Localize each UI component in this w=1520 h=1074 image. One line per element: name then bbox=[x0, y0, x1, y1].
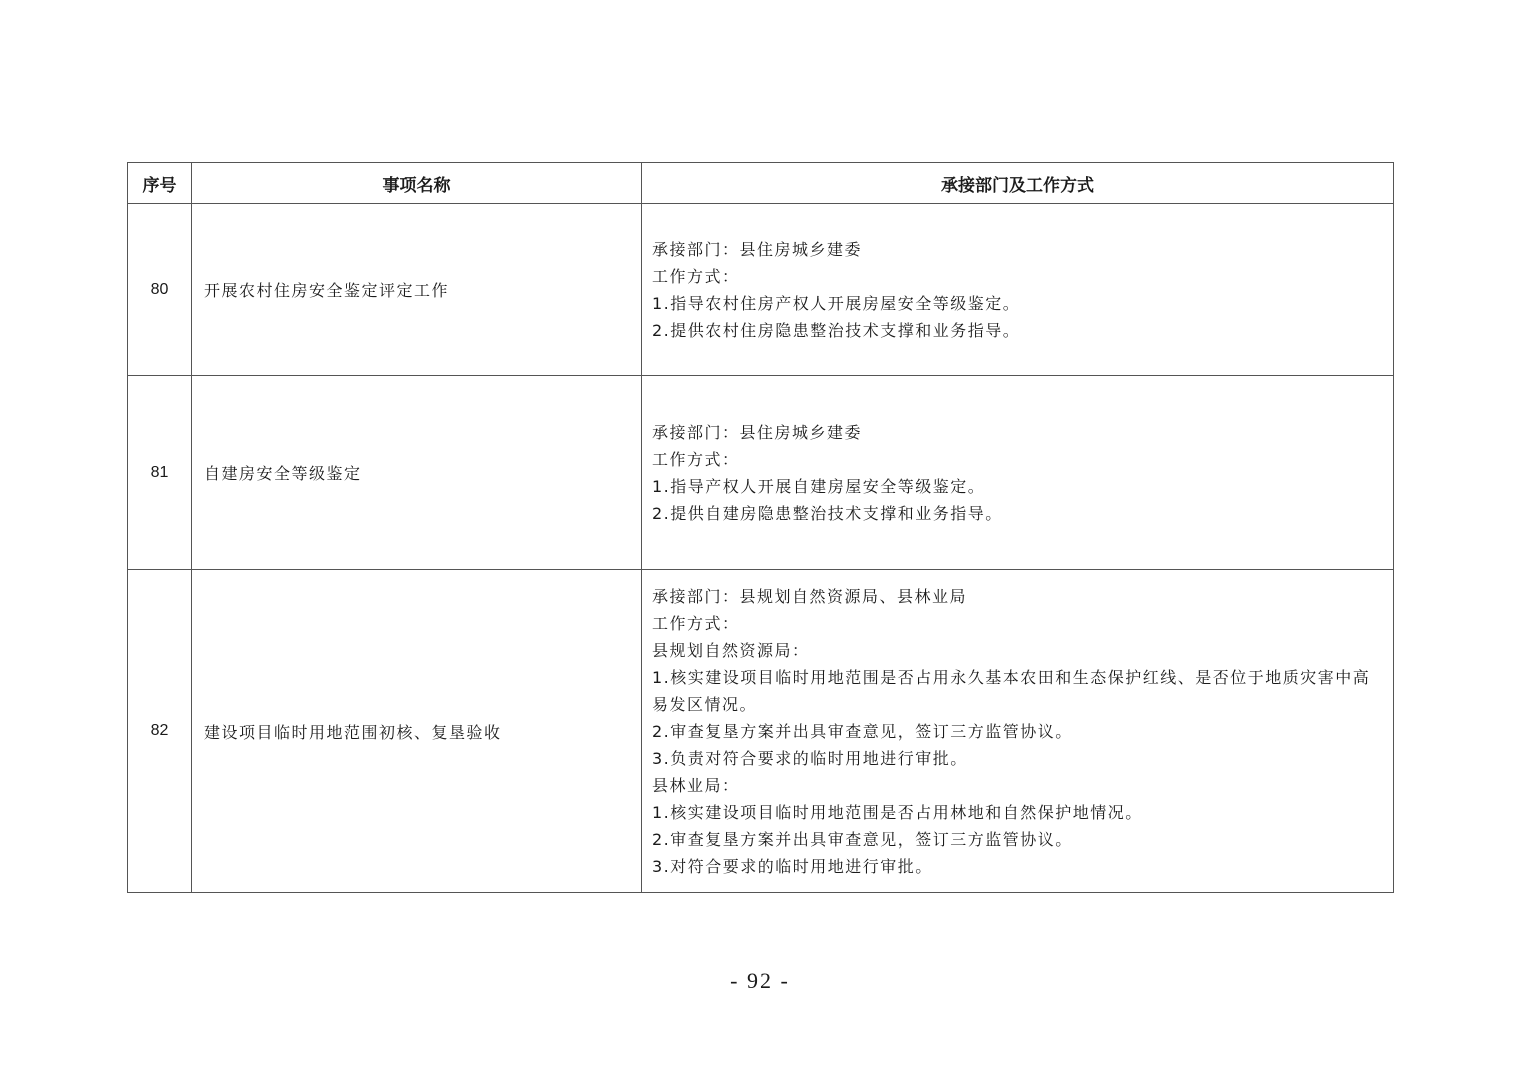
row-department-method bbox=[642, 570, 1394, 893]
sub-department-label: 县林业局： bbox=[652, 775, 740, 795]
page-number: - 92 - bbox=[730, 968, 790, 993]
header-department-and-method: 承接部门及工作方式 bbox=[642, 163, 1394, 204]
items-table bbox=[127, 162, 1394, 893]
row-item-name: 建设项目临时用地范围初核、复垦验收 bbox=[192, 570, 642, 893]
header-serial-number: 序号 bbox=[128, 163, 192, 204]
method-step-line: 2.审查复垦方案并出具审查意见，签订三方监管协议。 bbox=[652, 721, 1073, 741]
department-line: 承接部门：县住房城乡建委 bbox=[652, 422, 863, 442]
row-item-name: 自建房安全等级鉴定 bbox=[192, 376, 642, 570]
table-row bbox=[128, 204, 1394, 376]
method-label-line: 工作方式： bbox=[652, 613, 740, 633]
sub-department-label: 县规划自然资源局： bbox=[652, 640, 810, 660]
method-step-line: 1.核实建设项目临时用地范围是否占用永久基本农田和生态保护红线、是否位于地质灾害中高易发区情况。 bbox=[652, 667, 1371, 714]
method-step-line: 2.提供自建房隐患整治技术支撑和业务指导。 bbox=[652, 503, 1003, 523]
table-header-row bbox=[128, 163, 1394, 204]
row-department-method bbox=[642, 204, 1394, 376]
row-item-name: 开展农村住房安全鉴定评定工作 bbox=[192, 204, 642, 376]
row-serial-number: 80 bbox=[128, 204, 192, 376]
method-step-line: 3.负责对符合要求的临时用地进行审批。 bbox=[652, 748, 968, 768]
row-department-method bbox=[642, 376, 1394, 570]
method-step-line: 1.指导农村住房产权人开展房屋安全等级鉴定。 bbox=[652, 293, 1021, 313]
method-step-line: 1.指导产权人开展自建房屋安全等级鉴定。 bbox=[652, 476, 986, 496]
method-label-line: 工作方式： bbox=[652, 449, 740, 469]
table-row bbox=[128, 570, 1394, 893]
method-step-line: 2.提供农村住房隐患整治技术支撑和业务指导。 bbox=[652, 320, 1021, 340]
row-serial-number: 81 bbox=[128, 376, 192, 570]
method-step-line: 3.对符合要求的临时用地进行审批。 bbox=[652, 856, 933, 876]
row-serial-number: 82 bbox=[128, 570, 192, 893]
table-row bbox=[128, 376, 1394, 570]
method-step-line: 1.核实建设项目临时用地范围是否占用林地和自然保护地情况。 bbox=[652, 802, 1143, 822]
department-line: 承接部门：县规划自然资源局、县林业局 bbox=[652, 586, 968, 606]
department-line: 承接部门：县住房城乡建委 bbox=[652, 239, 863, 259]
header-item-name: 事项名称 bbox=[192, 163, 642, 204]
method-step-line: 2.审查复垦方案并出具审查意见，签订三方监管协议。 bbox=[652, 829, 1073, 849]
method-label-line: 工作方式： bbox=[652, 266, 740, 286]
